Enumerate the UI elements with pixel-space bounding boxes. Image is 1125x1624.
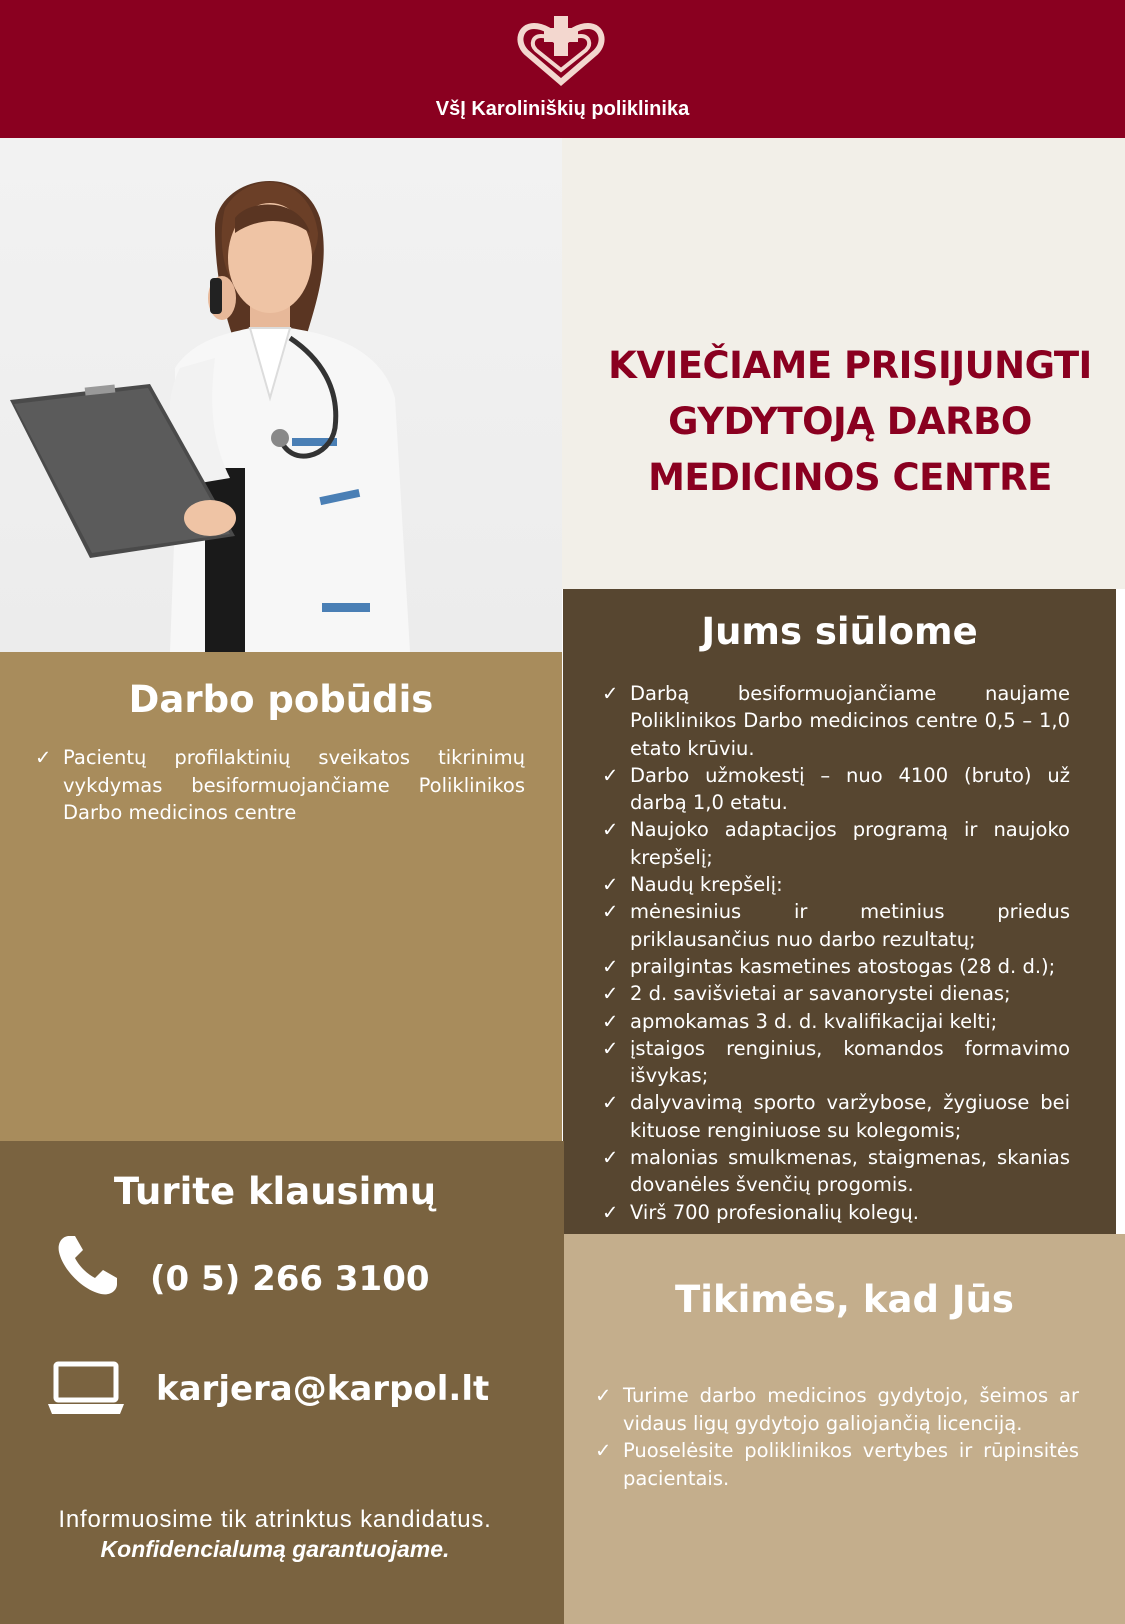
headline-line-2: GYDYTOJĄ DARBO: [668, 400, 1032, 443]
list-item: ✓ Pacientų profilaktinių sveikatos tikrinimų vykdymas besiformuojančiame Poliklinikos Darbo medicinos centre: [35, 746, 525, 824]
email-address[interactable]: karjera@karpol.lt: [156, 1369, 490, 1409]
list-item: ✓ Puoselėsite poliklinikos vertybes ir rūpinsitės pacientais.: [595, 1439, 1079, 1490]
expectations-list: [595, 1382, 1079, 1492]
list-item: ✓ 2 d. savišvietai ar savanorystei dienas;: [602, 980, 1070, 1007]
heart-cross-icon: [514, 12, 608, 88]
list-item: ✓ dalyvavimą sporto varžybose, žygiuose bei kituose renginiuose su kolegomis;: [602, 1091, 1070, 1142]
offer-title: Jums siūlome: [701, 610, 978, 653]
list-item: ✓ malonias smulkmenas, staigmenas, skanias dovanėles švenčių progomis.: [602, 1146, 1070, 1197]
check-icon: ✓: [602, 682, 619, 705]
list-item: ✓ Naudų krepšelį:: [602, 871, 1070, 898]
phone-number[interactable]: (0 5) 266 3100: [150, 1259, 430, 1299]
phone-icon: [55, 1232, 121, 1298]
list-item: ✓ apmokamas 3 d. d. kvalifikacijai kelti;: [602, 1008, 1070, 1035]
offer-list: [602, 680, 1070, 1226]
laptop-icon: [48, 1360, 124, 1416]
check-icon: ✓: [595, 1384, 612, 1407]
doctor-photo: [0, 138, 562, 652]
list-item: ✓ Turime darbo medicinos gydytojo, šeimos ar vidaus ligų gydytojo galiojančią licenciją.: [595, 1384, 1079, 1435]
work-description-title: Darbo pobūdis: [128, 678, 434, 721]
check-icon: ✓: [602, 1009, 619, 1033]
check-icon: ✓: [602, 982, 619, 1006]
selection-note: Informuosime tik atrinktus kandidatus.: [58, 1506, 492, 1533]
check-icon: ✓: [595, 1439, 612, 1462]
expectations-title: Tikimės, kad Jūs: [675, 1278, 1014, 1321]
list-item: ✓ prailgintas kasmetines atostogas (28 d. d.);: [602, 953, 1070, 980]
headline-title: [600, 338, 1100, 506]
contact-title: Turite klausimų: [113, 1170, 437, 1213]
check-icon: ✓: [602, 1036, 619, 1060]
organization-name: VšĮ Karoliniškių poliklinika: [435, 98, 690, 120]
headline-line-1: KVIEČIAME PRISIJUNGTI: [608, 344, 1092, 387]
headline-line-3: MEDICINOS CENTRE: [648, 456, 1052, 499]
work-description-panel: [0, 652, 562, 1141]
check-icon: ✓: [602, 818, 619, 842]
check-icon: ✓: [602, 1091, 619, 1115]
list-item: ✓ Darbo užmokestį – nuo 4100 (bruto) už darbą 1,0 etatu.: [602, 763, 1070, 815]
check-icon: ✓: [602, 1146, 619, 1170]
check-icon: ✓: [602, 954, 619, 978]
list-item: ✓ Virš 700 profesionalių kolegų.: [602, 1199, 1070, 1226]
check-icon: ✓: [602, 873, 619, 897]
list-item: ✓ mėnesinius ir metinius priedus priklausančius nuo darbo rezultatų;: [602, 900, 1070, 951]
confidentiality-note: Konfidencialumą garantuojame.: [100, 1536, 450, 1562]
check-icon: ✓: [602, 900, 619, 924]
check-icon: ✓: [602, 763, 619, 787]
work-description-list: [35, 744, 525, 827]
list-item: ✓ Darbą besiformuojančiame naujame Poliklinikos Darbo medicinos centre 0,5 – 1,0 etato krūviu.: [602, 682, 1070, 760]
check-icon: ✓: [602, 1200, 619, 1224]
list-item: ✓ Naujoko adaptacijos programą ir naujoko krepšelį;: [602, 818, 1070, 869]
check-icon: ✓: [35, 746, 52, 769]
list-item: ✓ įstaigos renginius, komandos formavimo išvykas;: [602, 1036, 1070, 1088]
